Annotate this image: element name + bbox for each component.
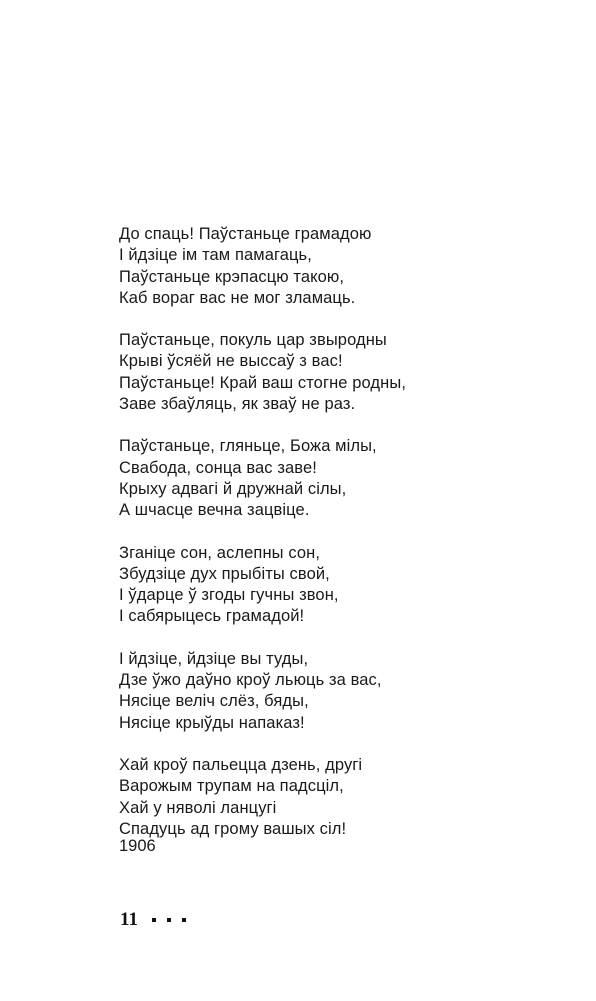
stanza-5 xyxy=(119,649,559,734)
page-footer xyxy=(120,910,186,930)
stanza-6 xyxy=(119,755,559,840)
poem-line: Спадуць ад грому вашых сіл! xyxy=(119,819,347,838)
stanza-4 xyxy=(119,543,559,628)
poem-line: Нясіце крыўды напаказ! xyxy=(119,713,305,732)
stanza-1 xyxy=(119,224,559,309)
poem-line: І йдзіце, йдзіце вы туды, xyxy=(119,649,309,668)
page-number: 11 xyxy=(120,909,138,930)
poem-line: Зганіце сон, аслепны сон, xyxy=(119,543,321,562)
poem-line: Крыві ўсяёй не выссаў з вас! xyxy=(119,352,343,371)
poem-line: А шчасце вечна зацвіце. xyxy=(119,501,310,520)
poem-line: Збудзіце дух прыбіты свой, xyxy=(119,564,330,583)
poem-line: Хай у няволі ланцугі xyxy=(119,798,277,817)
stanza-3 xyxy=(119,436,559,521)
poem-line: Нясіце веліч слёз, бяды, xyxy=(119,692,309,711)
poem-line: Хай кроў пальецца дзень, другі xyxy=(119,755,363,774)
poem-line: Паўстаньце, покуль цар звыродны xyxy=(119,331,387,350)
poem-line: Крыху адвагі й дружнай сілы, xyxy=(119,479,347,498)
dot-ornament-icon xyxy=(152,918,156,922)
poem-line: Дзе ўжо даўно кроў льюць за вас, xyxy=(119,671,382,690)
poem xyxy=(119,224,559,861)
poem-line: І ўдарце ў згоды гучны звон, xyxy=(119,586,339,605)
dot-ornament-icon xyxy=(182,918,186,922)
poem-line: І йдзіце ім там памагаць, xyxy=(119,246,312,265)
poem-line: Свабода, сонца вас заве! xyxy=(119,458,317,477)
dot-ornament-icon xyxy=(167,918,171,922)
poem-line: Паўстаньце крэпасцю такою, xyxy=(119,267,345,286)
poem-line: І сабярыцесь грамадой! xyxy=(119,607,305,626)
poem-line: Паўстаньце, гляньце, Божа мілы, xyxy=(119,437,377,456)
poem-line: Каб вораг вас не мог зламаць. xyxy=(119,288,356,307)
stanza-2 xyxy=(119,330,559,415)
ornament-dots xyxy=(152,918,186,922)
poem-line: Заве збаўляць, як зваў не раз. xyxy=(119,395,356,414)
poem-year: 1906 xyxy=(119,837,156,855)
poem-line: Паўстаньце! Край ваш стогне родны, xyxy=(119,373,407,392)
poem-line: Варожым трупам на падсціл, xyxy=(119,777,344,796)
poem-line: До спаць! Паўстаньце грамадою xyxy=(119,225,372,243)
